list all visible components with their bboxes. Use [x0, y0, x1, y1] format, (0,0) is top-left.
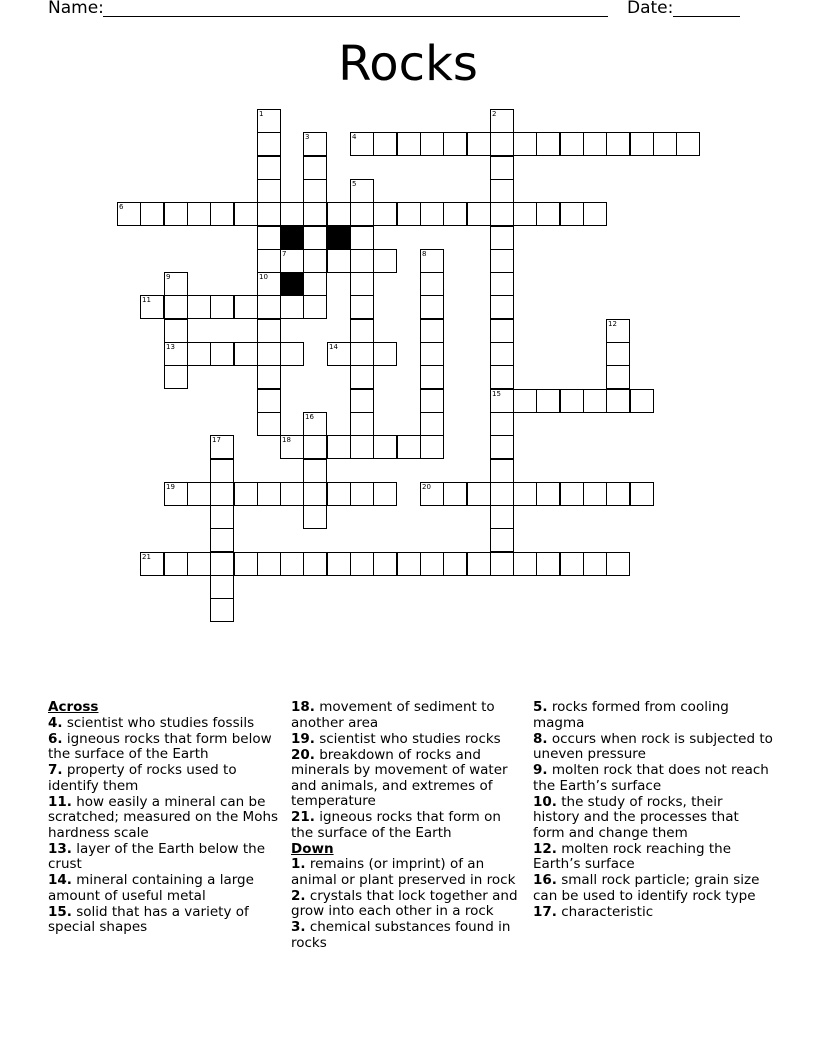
clue-across-15: 15. solid that has a variety of special shapes [48, 903, 249, 935]
grid-cell[interactable] [490, 342, 514, 366]
grid-cell[interactable] [536, 132, 560, 156]
grid-cell[interactable] [606, 365, 630, 389]
grid-cell[interactable] [327, 249, 351, 273]
clue-number: 6 [119, 203, 124, 211]
grid-cell[interactable] [420, 435, 444, 459]
grid-cell[interactable] [280, 482, 304, 506]
grid-cell[interactable] [373, 132, 397, 156]
grid-cell[interactable] [257, 295, 281, 319]
grid-cell[interactable] [164, 342, 188, 366]
grid-cell[interactable] [257, 202, 281, 226]
grid-cell[interactable] [490, 482, 514, 506]
grid-cell[interactable] [560, 552, 584, 576]
grid-cell[interactable] [350, 319, 374, 343]
grid-cell[interactable] [373, 202, 397, 226]
grid-cell[interactable] [187, 482, 211, 506]
grid-cell[interactable] [490, 552, 514, 576]
grid-cell[interactable] [350, 202, 374, 226]
grid-cell[interactable] [350, 365, 374, 389]
grid-cell[interactable] [303, 295, 327, 319]
grid-cell[interactable] [257, 365, 281, 389]
grid-cell[interactable] [164, 552, 188, 576]
grid-cell[interactable] [490, 319, 514, 343]
grid-cell[interactable] [490, 179, 514, 203]
clue-number: 17 [212, 436, 221, 444]
grid-cell[interactable] [280, 342, 304, 366]
grid-cell[interactable] [303, 156, 327, 180]
grid-cell[interactable] [327, 552, 351, 576]
grid-cell[interactable] [490, 109, 514, 133]
grid-cell[interactable] [234, 482, 258, 506]
grid-cell[interactable] [606, 319, 630, 343]
grid-cell[interactable] [140, 552, 164, 576]
clue-number: 14 [329, 343, 338, 351]
grid-cell[interactable] [280, 202, 304, 226]
grid-cell[interactable] [303, 202, 327, 226]
grid-cell[interactable] [164, 272, 188, 296]
grid-cell[interactable] [303, 505, 327, 529]
grid-cell[interactable] [676, 132, 700, 156]
grid-cell[interactable] [420, 319, 444, 343]
grid-cell[interactable] [583, 482, 607, 506]
grid-cell[interactable] [303, 552, 327, 576]
grid-cell[interactable] [140, 295, 164, 319]
grid-cell[interactable] [443, 482, 467, 506]
grid-cell[interactable] [513, 202, 537, 226]
grid-cell[interactable] [257, 272, 281, 296]
grid-cell[interactable] [210, 482, 234, 506]
grid-cell[interactable] [257, 109, 281, 133]
grid-block [280, 272, 304, 296]
clue-across-11: 11. how easily a mineral can be scratched; measured on the Mohs hardness scale [48, 793, 279, 841]
grid-cell[interactable] [350, 435, 374, 459]
grid-cell[interactable] [397, 202, 421, 226]
clue-number: 16 [305, 413, 314, 421]
grid-cell[interactable] [583, 552, 607, 576]
clue-number: 13 [166, 343, 175, 351]
grid-cell[interactable] [420, 272, 444, 296]
grid-cell[interactable] [490, 459, 514, 483]
grid-cell[interactable] [490, 365, 514, 389]
grid-cell[interactable] [140, 202, 164, 226]
grid-cell[interactable] [630, 132, 654, 156]
grid-cell[interactable] [303, 482, 327, 506]
grid-cell[interactable] [490, 505, 514, 529]
grid-cell[interactable] [210, 202, 234, 226]
grid-cell[interactable] [280, 295, 304, 319]
grid-cell[interactable] [164, 319, 188, 343]
grid-cell[interactable] [164, 202, 188, 226]
grid-cell[interactable] [420, 412, 444, 436]
clue-across-19: 19. scientist who studies rocks [291, 730, 501, 747]
grid-cell[interactable] [420, 389, 444, 413]
clue-number: 7 [282, 250, 287, 258]
grid-cell[interactable] [420, 365, 444, 389]
grid-cell[interactable] [583, 132, 607, 156]
grid-cell[interactable] [350, 226, 374, 250]
grid-cell[interactable] [420, 249, 444, 273]
grid-cell[interactable] [490, 295, 514, 319]
grid-cell[interactable] [513, 552, 537, 576]
grid-block [327, 226, 351, 250]
name-line[interactable] [103, 16, 608, 17]
grid-cell[interactable] [210, 295, 234, 319]
grid-cell[interactable] [467, 552, 491, 576]
clue-number: 21 [142, 553, 151, 561]
clue-down-3: 3. chemical substances found in rocks [291, 919, 511, 951]
grid-cell[interactable] [280, 249, 304, 273]
grid-cell[interactable] [513, 132, 537, 156]
grid-cell[interactable] [303, 179, 327, 203]
grid-cell[interactable] [630, 389, 654, 413]
grid-cell[interactable] [257, 156, 281, 180]
grid-cell[interactable] [467, 132, 491, 156]
grid-cell[interactable] [187, 342, 211, 366]
grid-cell[interactable] [397, 132, 421, 156]
grid-cell[interactable] [490, 156, 514, 180]
grid-cell[interactable] [630, 482, 654, 506]
clue-column-1 [48, 700, 280, 936]
clue-down-17: 17. characteristic [533, 903, 654, 920]
grid-cell[interactable] [397, 552, 421, 576]
grid-cell[interactable] [490, 389, 514, 413]
clue-across-6: 6. igneous rocks that form below the surface of the Earth [48, 730, 272, 762]
grid-cell[interactable] [606, 552, 630, 576]
grid-cell[interactable] [513, 482, 537, 506]
grid-cell[interactable] [210, 528, 234, 552]
grid-cell[interactable] [257, 389, 281, 413]
grid-cell[interactable] [350, 342, 374, 366]
grid-cell[interactable] [443, 552, 467, 576]
grid-cell[interactable] [373, 342, 397, 366]
grid-cell[interactable] [257, 249, 281, 273]
grid-cell[interactable] [210, 342, 234, 366]
clue-across-7: 7. property of rocks used to identify them [48, 762, 237, 794]
grid-cell[interactable] [490, 528, 514, 552]
grid-cell[interactable] [583, 389, 607, 413]
grid-cell[interactable] [420, 295, 444, 319]
clue-down-16: 16. small rock particle; grain size can be used to identify rock type [533, 872, 760, 904]
clue-number: 8 [422, 250, 427, 258]
clue-number: 19 [166, 483, 175, 491]
grid-cell[interactable] [327, 202, 351, 226]
date-line[interactable] [673, 16, 740, 17]
clue-number: 10 [259, 273, 268, 281]
grid-cell[interactable] [327, 435, 351, 459]
clue-down-10: 10. the study of rocks, their history and the processes that form and change them [533, 793, 739, 841]
grid-cell[interactable] [490, 132, 514, 156]
grid-cell[interactable] [467, 482, 491, 506]
grid-cell[interactable] [327, 342, 351, 366]
grid-cell[interactable] [350, 389, 374, 413]
grid-cell[interactable] [467, 202, 491, 226]
grid-cell[interactable] [257, 552, 281, 576]
clue-across-21: 21. igneous rocks that form on the surface of the Earth [291, 809, 501, 841]
grid-cell[interactable] [257, 482, 281, 506]
grid-cell[interactable] [350, 249, 374, 273]
grid-cell[interactable] [210, 575, 234, 599]
grid-cell[interactable] [606, 342, 630, 366]
grid-cell[interactable] [257, 412, 281, 436]
grid-cell[interactable] [583, 202, 607, 226]
clue-down-9: 9. molten rock that does not reach the Earth’s surface [533, 762, 769, 794]
grid-cell[interactable] [443, 202, 467, 226]
grid-cell[interactable] [257, 226, 281, 250]
grid-cell[interactable] [164, 295, 188, 319]
grid-cell[interactable] [234, 202, 258, 226]
grid-cell[interactable] [373, 552, 397, 576]
clue-across-20: 20. breakdown of rocks and minerals by movement of water and animals, and extremes of temperature [291, 746, 508, 809]
clue-across-4: 4. scientist who studies fossils [48, 714, 255, 731]
grid-cell[interactable] [210, 505, 234, 529]
name-label: Name: [48, 0, 104, 18]
grid-cell[interactable] [536, 389, 560, 413]
clue-down-2: 2. crystals that lock together and grow into each other in a rock [291, 887, 518, 919]
across-heading: Across [48, 699, 99, 715]
grid-cell[interactable] [327, 482, 351, 506]
clue-across-13: 13. layer of the Earth below the crust [48, 840, 265, 872]
grid-cell[interactable] [210, 459, 234, 483]
date-label: Date: [627, 0, 674, 18]
clue-across-18: 18. movement of sediment to another area [291, 699, 495, 731]
grid-cell[interactable] [420, 132, 444, 156]
grid-cell[interactable] [164, 365, 188, 389]
grid-cell[interactable] [373, 249, 397, 273]
grid-cell[interactable] [257, 179, 281, 203]
grid-cell[interactable] [303, 435, 327, 459]
clue-down-12: 12. molten rock reaching the Earth’s surface [533, 840, 732, 872]
grid-cell[interactable] [397, 435, 421, 459]
grid-cell[interactable] [606, 132, 630, 156]
grid-cell[interactable] [420, 202, 444, 226]
clue-number: 2 [492, 110, 497, 118]
grid-cell[interactable] [653, 132, 677, 156]
grid-cell[interactable] [490, 202, 514, 226]
grid-cell[interactable] [210, 598, 234, 622]
grid-cell[interactable] [350, 132, 374, 156]
grid-cell[interactable] [303, 226, 327, 250]
grid-cell[interactable] [280, 435, 304, 459]
clue-column-2 [291, 700, 527, 952]
grid-cell[interactable] [350, 179, 374, 203]
grid-cell[interactable] [164, 482, 188, 506]
grid-cell[interactable] [303, 132, 327, 156]
grid-cell[interactable] [210, 435, 234, 459]
grid-cell[interactable] [560, 132, 584, 156]
clue-number: 1 [259, 110, 264, 118]
grid-cell[interactable] [350, 552, 374, 576]
page-title: Rocks [338, 36, 478, 92]
clue-across-14: 14. mineral containing a large amount of useful metal [48, 872, 254, 904]
grid-cell[interactable] [490, 226, 514, 250]
grid-cell[interactable] [303, 249, 327, 273]
grid-cell[interactable] [560, 389, 584, 413]
clue-column-3 [533, 700, 773, 921]
clue-down-5: 5. rocks formed from cooling magma [533, 699, 729, 731]
grid-cell[interactable] [560, 482, 584, 506]
grid-cell[interactable] [234, 295, 258, 319]
grid-cell[interactable] [606, 389, 630, 413]
grid-block [280, 226, 304, 250]
grid-cell[interactable] [280, 552, 304, 576]
grid-cell[interactable] [350, 412, 374, 436]
grid-cell[interactable] [373, 435, 397, 459]
clue-down-8: 8. occurs when rock is subjected to uneven pressure [533, 730, 773, 762]
grid-cell[interactable] [536, 552, 560, 576]
grid-cell[interactable] [187, 295, 211, 319]
grid-cell[interactable] [513, 389, 537, 413]
clue-down-1: 1. remains (or imprint) of an animal or plant preserved in rock [291, 856, 516, 888]
grid-cell[interactable] [257, 342, 281, 366]
grid-cell[interactable] [257, 319, 281, 343]
grid-cell[interactable] [210, 552, 234, 576]
clue-number: 11 [142, 296, 151, 304]
grid-cell[interactable] [187, 202, 211, 226]
clue-number: 18 [282, 436, 291, 444]
grid-cell[interactable] [257, 132, 281, 156]
grid-cell[interactable] [490, 435, 514, 459]
grid-cell[interactable] [536, 202, 560, 226]
grid-cell[interactable] [490, 272, 514, 296]
grid-cell[interactable] [420, 552, 444, 576]
clue-number: 9 [166, 273, 171, 281]
grid-cell[interactable] [536, 482, 560, 506]
clue-number: 15 [492, 390, 501, 398]
grid-cell[interactable] [187, 552, 211, 576]
down-heading: Down [291, 840, 334, 857]
grid-cell[interactable] [350, 272, 374, 296]
clue-number: 12 [608, 320, 617, 328]
clue-number: 20 [422, 483, 431, 491]
grid-cell[interactable] [606, 482, 630, 506]
grid-cell[interactable] [117, 202, 141, 226]
grid-cell[interactable] [303, 459, 327, 483]
grid-cell[interactable] [234, 342, 258, 366]
grid-cell[interactable] [560, 202, 584, 226]
grid-cell[interactable] [234, 552, 258, 576]
grid-cell[interactable] [303, 412, 327, 436]
grid-cell[interactable] [303, 272, 327, 296]
grid-cell[interactable] [443, 132, 467, 156]
grid-cell[interactable] [350, 295, 374, 319]
grid-cell[interactable] [490, 249, 514, 273]
grid-cell[interactable] [420, 482, 444, 506]
clue-number: 4 [352, 133, 357, 141]
grid-cell[interactable] [373, 482, 397, 506]
grid-cell[interactable] [350, 482, 374, 506]
clue-number: 3 [305, 133, 310, 141]
grid-cell[interactable] [420, 342, 444, 366]
clue-number: 5 [352, 180, 357, 188]
grid-cell[interactable] [490, 412, 514, 436]
